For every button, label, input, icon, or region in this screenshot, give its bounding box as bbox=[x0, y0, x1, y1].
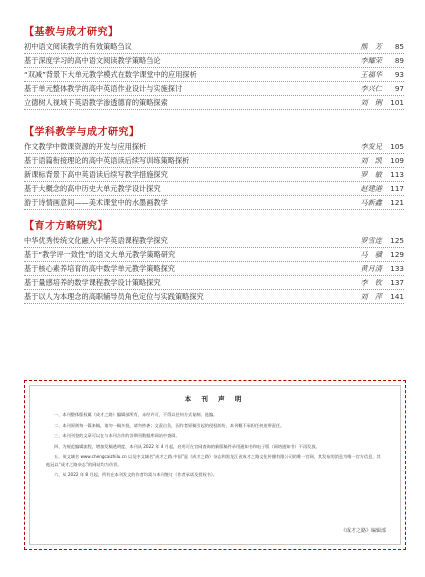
toc-entry-title: 中华优秀传统文化融入中学英语课程教学探究 bbox=[24, 236, 168, 245]
toc-entry-author: 马新鑫 bbox=[360, 198, 382, 208]
toc-entry-title: 基于核心素养培育的高中数学单元教学策略探究 bbox=[24, 264, 175, 274]
toc-entry-title: 基于“教学评一致性”的语文大单元教学策略研究 bbox=[24, 250, 176, 260]
toc-entry-title: 基于以人为本理念的高职辅导员角色定位与实践策略探究 bbox=[24, 292, 204, 302]
toc-entry-author: 李耀荣 bbox=[360, 56, 382, 66]
notice-item: 六、从 2022 年 8 月起，所有在本刊发文的作者均需与本刊签订《作者承诺及授权书》。 bbox=[54, 472, 218, 478]
toc-entry-title: 新课标背景下高中英语读后续写教学措施探究 bbox=[24, 170, 168, 180]
toc-entry-page: 141 bbox=[390, 292, 404, 302]
notice-item: 五、英文域名 www.chengcaizhilu.cn 以及中文域名“成才之路.中国”是《成才之路》杂志和黑龙江省成才之路文化传播有限公司的唯一官网，其发布的消息为唯一官方信息，其他冠以“成才之路杂志”的网站均为仿冒。 bbox=[46, 454, 381, 467]
toc-entry[interactable] bbox=[24, 140, 404, 154]
notice-panel bbox=[24, 380, 406, 550]
toc-entry-author: 罗 敏 bbox=[360, 170, 382, 180]
toc-entry-author: 王福华 bbox=[360, 70, 382, 80]
notice-box bbox=[29, 385, 401, 545]
toc-entry-page: 121 bbox=[390, 198, 404, 208]
notice-item: 三、本刊刊登的文章可以在与本刊合作的各期刊数据库网站中查阅。 bbox=[54, 433, 180, 439]
toc-entry-page: 125 bbox=[390, 236, 404, 245]
notice-signature: 《成才之路》编辑部 bbox=[340, 528, 386, 534]
toc-entry[interactable] bbox=[24, 96, 404, 110]
toc-entry-page: 117 bbox=[390, 184, 404, 194]
toc-entry-title: 游于诗情画意间——美术课堂中的水墨画教学 bbox=[24, 198, 168, 208]
section-heading-text: 学科教学与成才研究 bbox=[34, 127, 129, 138]
toc-entry-title: 基于深度学习的高中语文阅读教学策略刍论 bbox=[24, 56, 161, 66]
toc-entry[interactable] bbox=[24, 68, 404, 82]
toc-entry[interactable] bbox=[24, 262, 404, 276]
toc-entry-author: 熊 芳 bbox=[360, 42, 382, 51]
toc-entry[interactable] bbox=[24, 290, 404, 304]
toc-entry[interactable] bbox=[24, 54, 404, 68]
toc-entry-title: 基于量感培养的数学课程教学设计策略探究 bbox=[24, 278, 161, 288]
section-heading-text: 基教与成才研究 bbox=[34, 27, 108, 38]
toc-entry-page: 109 bbox=[390, 156, 404, 166]
notice-item: 一、本刊整体版权属《成才之路》编辑部所有，未经许可，不得以任何方式复制、选编。 bbox=[54, 412, 218, 417]
toc-entry-title: 立德树人视域下英语教学渗透德育的策略探索 bbox=[24, 98, 168, 108]
toc-entry-page: 101 bbox=[390, 98, 404, 108]
notice-item: 四、为规范编辑流程，增加发稿透明度，本刊从 2022 年 4 月起，启用可在官网查询的新版稿件录用通知书和电子版（网络通知书）不再发放。 bbox=[54, 443, 320, 449]
notice-title: 本 刊 声 明 bbox=[184, 395, 246, 403]
toc-entry-page: 113 bbox=[390, 170, 404, 180]
toc-entry-author: 马 骥 bbox=[360, 250, 382, 260]
toc-entry[interactable] bbox=[24, 154, 404, 168]
section-heading: 【育才方略研究】 bbox=[24, 221, 108, 232]
toc-entry[interactable] bbox=[24, 82, 404, 96]
toc-entry[interactable] bbox=[24, 196, 404, 210]
section-heading: 【学科教学与成才研究】 bbox=[24, 127, 140, 138]
toc-entry-title: 基于语篇衔接理论的高中英语读后续写训练策略探析 bbox=[24, 156, 190, 166]
toc-entry-page: 133 bbox=[390, 264, 404, 274]
toc-entry-author: 罗雪连 bbox=[360, 236, 382, 245]
toc-entry-author: 李兴仁 bbox=[360, 84, 382, 94]
toc-entry-author: 刘 俐 bbox=[360, 98, 382, 108]
section-heading-text: 育才方略研究 bbox=[34, 221, 98, 232]
section-basic-education bbox=[24, 26, 404, 110]
toc-entry[interactable] bbox=[24, 168, 404, 182]
toc-entry-page: 129 bbox=[390, 250, 404, 260]
toc-entry-page: 85 bbox=[394, 42, 404, 51]
toc-entry[interactable] bbox=[24, 234, 404, 248]
toc-entry-title: 基于大概念的高中历史大单元教学设计探究 bbox=[24, 184, 161, 194]
toc-entry-title: 作文教学中微课资源的开发与应用探析 bbox=[24, 142, 147, 151]
toc-entry-page: 105 bbox=[390, 142, 404, 151]
toc-entry-title: 基于单元整体教学的高中英语作业设计与实施探讨 bbox=[24, 84, 183, 94]
toc-entry-title: 初中语文阅读教学的有效策略刍议 bbox=[24, 42, 132, 51]
toc-entry-author: 黄月清 bbox=[360, 264, 382, 274]
toc-entry-author: 刘 凯 bbox=[360, 156, 382, 166]
toc-entry-author: 赵建港 bbox=[360, 184, 382, 194]
toc-entry-author: 李发兄 bbox=[360, 142, 382, 151]
toc-entry-page: 97 bbox=[394, 84, 404, 94]
notice-item: 二、本刊原则每一篇来稿，请勿一稿多投，请勿抄袭；文责自负，因作者原稿引起的侵权纠纷，本刊概不承担任何连带责任。 bbox=[54, 422, 285, 428]
toc-entry-title: “双减”背景下大单元教学模式在数学课堂中的应用探析 bbox=[24, 70, 197, 80]
toc-entry[interactable] bbox=[24, 40, 404, 54]
toc-entry-author: 刘 萍 bbox=[360, 292, 382, 302]
toc-entry-page: 137 bbox=[390, 278, 404, 288]
toc-entry[interactable] bbox=[24, 182, 404, 196]
toc-entry[interactable] bbox=[24, 248, 404, 262]
section-talent-strategy bbox=[24, 220, 404, 304]
toc-entry-author: 李 钦 bbox=[360, 278, 382, 288]
toc-entry-page: 89 bbox=[394, 56, 404, 66]
section-heading: 【基教与成才研究】 bbox=[24, 27, 119, 38]
section-subject-teaching bbox=[24, 126, 404, 210]
toc-entry[interactable] bbox=[24, 276, 404, 290]
toc-entry-page: 93 bbox=[394, 70, 404, 80]
